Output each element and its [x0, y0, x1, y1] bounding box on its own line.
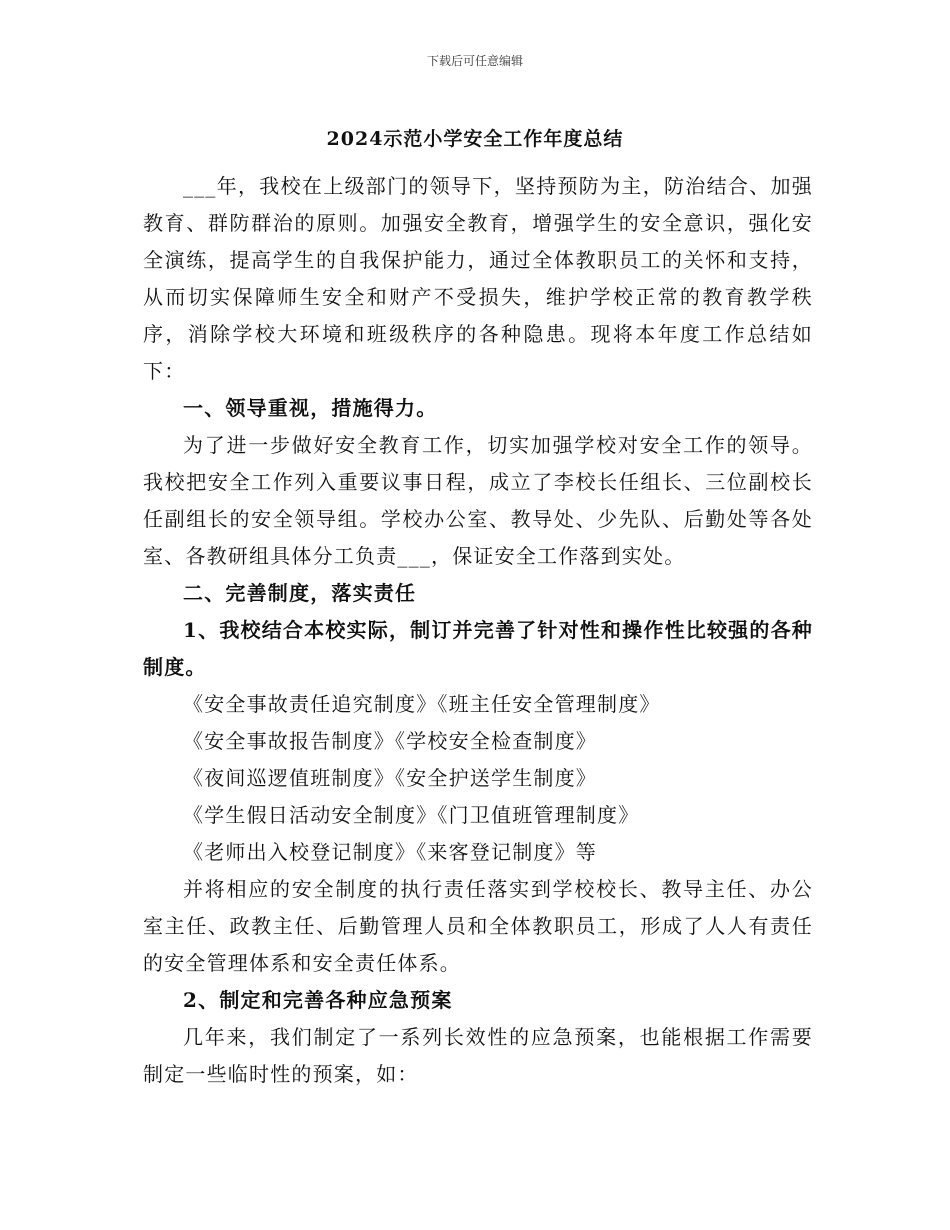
section-heading-1: 一、领导重视，措施得力。 — [183, 396, 438, 420]
document-title: 2024示范小学安全工作年度总结 — [326, 128, 624, 150]
intro-paragraph: ___年，我校在上级部门的领导下，坚持预防为主，防治结合、加强教育、群防群治的原则。加强安全教育，增强学生的安全意识，强化安全演练，提高学生的自我保护能力，通过全体教职员工的关怀和支持，从而切实保障师生安全和财产不受损失，维护学校正常的教育教学秩序，消除学校大环境和班级秩序的各种隐患。现将本年度工作总结如下： — [143, 174, 813, 383]
regulation-list-item: 《学生假日活动安全制度》《门卫值班管理制度》 — [183, 803, 640, 827]
header-note: 下载后可任意编辑 — [426, 54, 523, 68]
subsection-heading-2: 2、制定和完善各种应急预案 — [183, 988, 453, 1012]
document-body — [143, 168, 813, 1093]
responsibility-paragraph: 并将相应的安全制度的执行责任落实到学校校长、教导主任、办公室主任、政教主任、后勤管理人员和全体教职员工，形成了人人有责任的安全管理体系和安全责任体系。 — [143, 877, 813, 975]
subsection-heading-1: 1、我校结合本校实际，制订并完善了针对性和操作性比较强的各种制度。 — [143, 618, 813, 679]
regulation-list-item: 《安全事故责任追究制度》《班主任安全管理制度》 — [183, 692, 661, 716]
regulation-list-item: 《安全事故报告制度》《学校安全检查制度》 — [183, 729, 597, 753]
emergency-plan-paragraph: 几年来，我们制定了一系列长效性的应急预案，也能根据工作需要制定一些临时性的预案，如： — [143, 1025, 813, 1086]
section-heading-2: 二、完善制度，落实责任 — [183, 581, 417, 605]
regulation-list-item: 《老师出入校登记制度》《来客登记制度》等 — [183, 840, 597, 864]
regulation-list-item: 《夜间巡逻值班制度》《安全护送学生制度》 — [183, 766, 597, 790]
section-1-paragraph: 为了进一步做好安全教育工作，切实加强学校对安全工作的领导。我校把安全工作列入重要议事日程，成立了李校长任组长、三位副校长任副组长的安全领导组。学校办公室、教导处、少先队、后勤处等各处室、各教研组具体分工负责___，保证安全工作落到实处。 — [143, 433, 813, 568]
